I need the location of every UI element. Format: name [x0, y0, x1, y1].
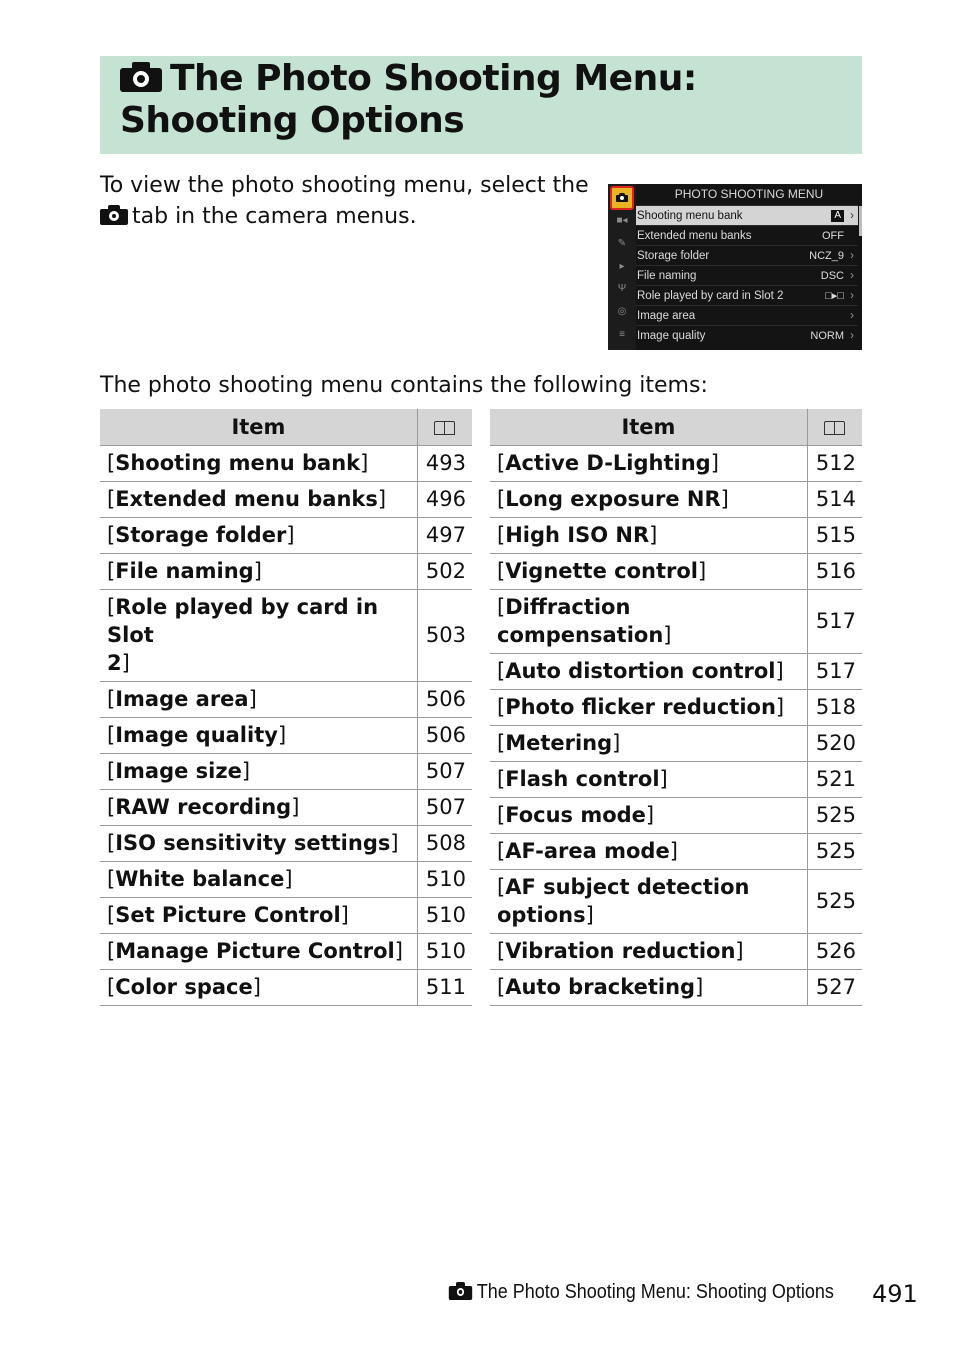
table-row: [490, 834, 862, 870]
table-row: [490, 726, 862, 762]
menu-item-name: [Image area]: [100, 682, 417, 718]
menu-item-name: [Diffraction compensation]: [490, 590, 807, 654]
menu-item-label: White balance: [115, 867, 285, 891]
menu-item-name: [AF-area mode]: [490, 834, 807, 870]
contains-text: The photo shooting menu contains the following items:: [100, 373, 708, 398]
menu-item-label: Set Picture Control: [115, 903, 341, 927]
screen-menu-item: [636, 285, 858, 305]
footer-text: The Photo Shooting Menu: Shooting Options: [476, 1281, 834, 1303]
table-row: [100, 446, 472, 482]
menu-item-name: [Manage Picture Control]: [100, 934, 417, 970]
screen-menu-item-value: OFF: [822, 230, 844, 242]
camera-icon: [449, 1282, 472, 1300]
table-row: [100, 682, 472, 718]
menu-item-name: [ISO sensitivity settings]: [100, 826, 417, 862]
menu-item-label: Extended menu banks: [115, 487, 378, 511]
screen-menu-item-value: DSC: [820, 270, 844, 282]
screen-sidebar: [608, 184, 636, 350]
page-reference: 525: [807, 834, 862, 870]
my-menu-icon: ≡: [619, 329, 625, 340]
table-row: [490, 798, 862, 834]
screen-menu-item: [636, 205, 858, 225]
menu-item-name: [Role played by card in Slot 2]: [100, 590, 417, 682]
menu-item-label-line-2: options: [497, 903, 586, 927]
table-row: [490, 554, 862, 590]
menu-item-name: [Flash control]: [490, 762, 807, 798]
menu-item-label: Manage Picture Control: [115, 939, 395, 963]
table-row: [100, 518, 472, 554]
page-reference: 506: [417, 718, 472, 754]
page-reference: 517: [807, 654, 862, 690]
network-icon: ◎: [617, 306, 627, 317]
page-column-header: [807, 409, 862, 446]
menu-item-label: RAW recording: [115, 795, 292, 819]
camera-icon: [100, 205, 128, 225]
page-title: [120, 58, 850, 142]
table-row: [100, 718, 472, 754]
table-row: [100, 554, 472, 590]
screen-menu-item: [636, 265, 858, 285]
screen-menu-item: [636, 305, 858, 325]
menu-item-label: Image size: [115, 759, 242, 783]
menu-item-name: [Auto distortion control]: [490, 654, 807, 690]
wrench-icon: Ψ: [617, 283, 627, 294]
screen-menu-item-label: File naming: [637, 270, 697, 282]
title-band: [100, 56, 862, 154]
menu-item-label: High ISO NR: [505, 523, 650, 547]
photo-shooting-tab: [610, 186, 634, 210]
page-reference: 527: [807, 970, 862, 1006]
menu-item-name: [Long exposure NR]: [490, 482, 807, 518]
book-icon: [434, 421, 456, 435]
page-reference: 515: [807, 518, 862, 554]
camera-menu-screenshot: [608, 184, 862, 350]
menu-item-name: [White balance]: [100, 862, 417, 898]
menu-item-name: [Set Picture Control]: [100, 898, 417, 934]
menu-item-label: Auto bracketing: [505, 975, 696, 999]
book-icon: [824, 421, 846, 435]
screen-menu-item-label: Image quality: [637, 330, 706, 342]
page-reference: 510: [417, 862, 472, 898]
table-row: [100, 754, 472, 790]
screen-scrollbar: [859, 206, 862, 236]
table-row: [490, 482, 862, 518]
menu-item-name: [Vibration reduction]: [490, 934, 807, 970]
page-reference: 507: [417, 754, 472, 790]
menu-item-label: Diffraction compensation: [497, 595, 664, 647]
page-reference: 510: [417, 898, 472, 934]
menu-item-name: [Active D-Lighting]: [490, 446, 807, 482]
page-reference: 503: [417, 590, 472, 682]
page-reference: 512: [807, 446, 862, 482]
menu-item-label: Long exposure NR: [505, 487, 721, 511]
footer-running-title: [449, 1277, 834, 1307]
menu-item-label-line-1: Role played by card in Slot: [107, 595, 379, 647]
screen-menu-item: [636, 325, 858, 345]
page-reference: 511: [417, 970, 472, 1006]
menu-item-name: [Photo flicker reduction]: [490, 690, 807, 726]
menu-item-label: Flash control: [505, 767, 660, 791]
page-reference: 516: [807, 554, 862, 590]
page-reference: 525: [807, 870, 862, 934]
intro-text: [100, 170, 590, 232]
menu-item-label: Active D-Lighting: [505, 451, 711, 475]
table-row: [490, 934, 862, 970]
menu-item-name: [Auto bracketing]: [490, 970, 807, 1006]
camera-icon: [120, 62, 162, 92]
table-row: [100, 790, 472, 826]
menu-items-table-right: [490, 409, 862, 1006]
menu-item-label: Image quality: [115, 723, 278, 747]
page-reference: 520: [807, 726, 862, 762]
menu-item-name: [Color space]: [100, 970, 417, 1006]
page-reference: 517: [807, 590, 862, 654]
chevron-right-icon: ›: [850, 310, 854, 322]
page-reference: 508: [417, 826, 472, 862]
menu-item-label: Storage folder: [115, 523, 287, 547]
screen-menu-item-label: Shooting menu bank: [637, 210, 743, 222]
item-column-header: Item: [490, 409, 807, 446]
item-column-header: Item: [100, 409, 417, 446]
chevron-right-icon: ›: [850, 210, 854, 222]
chevron-right-icon: ›: [850, 250, 854, 262]
intro-line-2: tab in the camera menus.: [132, 204, 417, 229]
table-row: [490, 870, 862, 934]
menu-item-name: [Extended menu banks]: [100, 482, 417, 518]
menu-item-name: [High ISO NR]: [490, 518, 807, 554]
screen-menu-item: [636, 225, 858, 245]
table-row: [490, 762, 862, 798]
menu-item-name: [Focus mode]: [490, 798, 807, 834]
menu-item-label: Color space: [115, 975, 253, 999]
menu-item-label: AF-area mode: [505, 839, 670, 863]
menu-item-label: Shooting menu bank: [115, 451, 361, 475]
menu-item-label: Metering: [505, 731, 613, 755]
page-reference: 526: [807, 934, 862, 970]
table-row: [490, 590, 862, 654]
menu-item-label: Photo flicker reduction: [505, 695, 776, 719]
menu-item-name: [Image size]: [100, 754, 417, 790]
page-reference: 497: [417, 518, 472, 554]
screen-menu-item-value: NORM: [810, 330, 844, 342]
table-row: [490, 970, 862, 1006]
screen-menu-item-label: Role played by card in Slot 2: [637, 290, 784, 302]
table-row: [100, 482, 472, 518]
screen-menu-item-label: Image area: [637, 310, 696, 322]
menu-item-name: [Metering]: [490, 726, 807, 762]
menu-item-label: Auto distortion control: [505, 659, 776, 683]
page-reference: 493: [417, 446, 472, 482]
camera-icon: [616, 193, 628, 202]
table-row: [490, 654, 862, 690]
page-reference: 518: [807, 690, 862, 726]
table-row: [490, 446, 862, 482]
screen-menu-item-value: □▸□: [825, 290, 844, 302]
page-reference: 507: [417, 790, 472, 826]
menu-item-label-line-2: 2: [107, 651, 122, 675]
menu-item-name: [RAW recording]: [100, 790, 417, 826]
table-row: [100, 826, 472, 862]
page-title-text: The Photo Shooting Menu: Shooting Options: [120, 58, 697, 141]
page-reference: 514: [807, 482, 862, 518]
page-reference: 510: [417, 934, 472, 970]
screen-menu-item: [636, 245, 858, 265]
page-number: 491: [872, 1280, 918, 1308]
pencil-icon: ✎: [617, 238, 627, 249]
menu-item-label: Vignette control: [505, 559, 698, 583]
menu-item-name: [AF subject detection options]: [490, 870, 807, 934]
menu-item-name: [File naming]: [100, 554, 417, 590]
menu-items-table-left: [100, 409, 472, 1006]
page-reference: 521: [807, 762, 862, 798]
table-row: [100, 898, 472, 934]
video-camera-icon: ■◂: [616, 215, 628, 226]
table-row: [490, 690, 862, 726]
page-reference: 502: [417, 554, 472, 590]
table-row: [490, 518, 862, 554]
screen-menu-title: PHOTO SHOOTING MENU: [674, 187, 824, 201]
menu-item-name: [Vignette control]: [490, 554, 807, 590]
menu-item-label-line-1: AF subject detection: [505, 875, 750, 899]
table-row: [100, 862, 472, 898]
menu-item-label: Vibration reduction: [505, 939, 736, 963]
menu-item-name: [Storage folder]: [100, 518, 417, 554]
chevron-right-icon: ›: [850, 330, 854, 342]
page-reference: 496: [417, 482, 472, 518]
chevron-right-icon: ›: [850, 270, 854, 282]
table-row: [100, 970, 472, 1006]
screen-menu-item-value: A: [831, 210, 844, 222]
menu-item-label: Focus mode: [505, 803, 646, 827]
menu-item-name: [Shooting menu bank]: [100, 446, 417, 482]
playback-icon: ▸: [619, 261, 625, 272]
page-reference: 506: [417, 682, 472, 718]
menu-item-label: File naming: [115, 559, 254, 583]
page-reference: 525: [807, 798, 862, 834]
page-column-header: [417, 409, 472, 446]
screen-menu-item-value: NCZ_9: [809, 250, 844, 262]
menu-item-label: ISO sensitivity settings: [115, 831, 391, 855]
table-row: [100, 934, 472, 970]
screen-menu-item-label: Storage folder: [637, 250, 710, 262]
intro-line-1: To view the photo shooting menu, select the: [100, 173, 589, 198]
chevron-right-icon: ›: [850, 290, 854, 302]
table-row: [100, 590, 472, 682]
menu-item-label: Image area: [115, 687, 249, 711]
screen-menu-item-label: Extended menu banks: [637, 230, 752, 242]
menu-item-name: [Image quality]: [100, 718, 417, 754]
